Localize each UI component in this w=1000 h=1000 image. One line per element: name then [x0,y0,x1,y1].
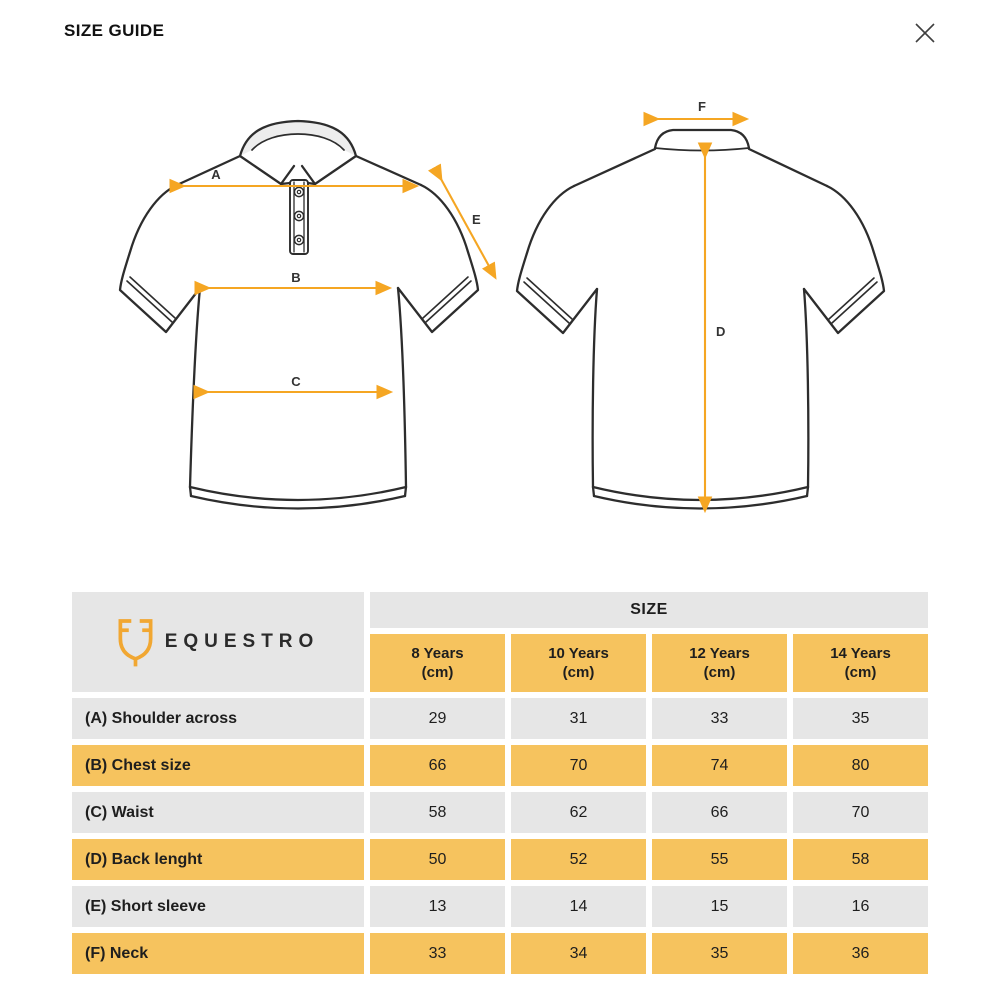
row-label-shoulder-across: (A) Shoulder across [72,698,364,739]
size-header-cell: SIZE [370,592,928,628]
page-title: SIZE GUIDE [64,21,165,40]
cell-value: 80 [793,745,928,786]
equestro-shield-icon [117,615,154,669]
col-header-label: 8 Years [411,644,464,662]
cell-value: 14 [511,886,646,927]
label-b: B [291,270,301,285]
cell-value: 58 [370,792,505,833]
row-label-short-sleeve: (E) Short sleeve [72,886,364,927]
back-shirt-drawing [517,130,884,509]
cell-value: 33 [652,698,787,739]
front-shirt-drawing [120,121,478,509]
col-header-label: 14 Years [830,644,891,662]
cell-value: 58 [793,839,928,880]
label-c: C [291,374,301,389]
brand-cell [72,592,364,692]
cell-value: 74 [652,745,787,786]
brand-wordmark: EQUESTRO [164,631,320,652]
col-header-unit: (cm) [421,664,454,681]
label-e: E [472,212,481,227]
cell-value: 35 [793,698,928,739]
size-table [72,592,928,974]
col-header-14-years [793,634,928,692]
measurement-arrows [183,119,746,510]
row-label-back-length: (D) Back lenght [72,839,364,880]
cell-value: 34 [511,933,646,974]
label-a: A [211,167,221,182]
arrow-e [441,179,495,277]
cell-value: 62 [511,792,646,833]
label-f: F [698,99,706,114]
col-header-12-years [652,634,787,692]
cell-value: 66 [652,792,787,833]
col-header-label: 12 Years [689,644,750,662]
cell-value: 50 [370,839,505,880]
col-header-unit: (cm) [703,664,736,681]
cell-value: 16 [793,886,928,927]
label-d: D [716,324,726,339]
row-label-neck: (F) Neck [72,933,364,974]
col-header-10-years [511,634,646,692]
cell-value: 55 [652,839,787,880]
cell-value: 33 [370,933,505,974]
cell-value: 70 [793,792,928,833]
cell-value: 66 [370,745,505,786]
row-label-waist: (C) Waist [72,792,364,833]
col-header-label: 10 Years [548,644,609,662]
measurement-letters [211,99,725,389]
row-label-chest-size: (B) Chest size [72,745,364,786]
cell-value: 15 [652,886,787,927]
col-header-unit: (cm) [844,664,877,681]
cell-value: 70 [511,745,646,786]
cell-value: 29 [370,698,505,739]
col-header-8-years [370,634,505,692]
cell-value: 52 [511,839,646,880]
cell-value: 36 [793,933,928,974]
cell-value: 13 [370,886,505,927]
col-header-unit: (cm) [562,664,595,681]
cell-value: 31 [511,698,646,739]
cell-value: 35 [652,933,787,974]
